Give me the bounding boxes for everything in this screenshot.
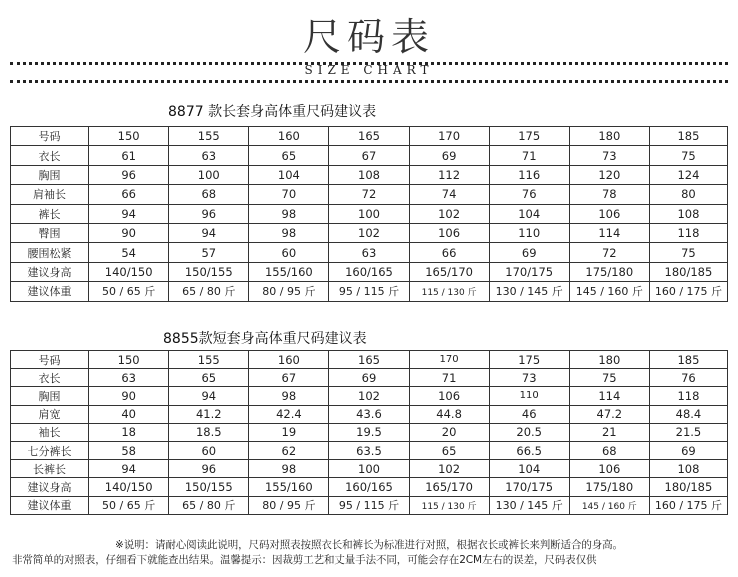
- table-cell: 80: [649, 185, 727, 204]
- table-cell: 94: [169, 387, 249, 405]
- table-cell: 155: [169, 127, 249, 146]
- table-row: [11, 351, 728, 369]
- table-cell: 180/185: [649, 478, 727, 496]
- table-row: [11, 204, 728, 223]
- table-row: [11, 423, 728, 441]
- table-cell: 115 / 130 斤: [409, 496, 489, 514]
- table-cell: 155/160: [249, 262, 329, 281]
- size-table-8855: [10, 350, 728, 515]
- table-cell: 98: [249, 460, 329, 478]
- table-cell: 175: [489, 351, 569, 369]
- table-cell: 106: [569, 204, 649, 223]
- table-cell: 160 / 175 斤: [649, 496, 727, 514]
- table-cell: 106: [409, 387, 489, 405]
- table-cell: 104: [489, 460, 569, 478]
- table-cell: 80 / 95 斤: [249, 496, 329, 514]
- table-cell: 170: [409, 127, 489, 146]
- table-cell: 100: [329, 460, 409, 478]
- table-cell: 48.4: [649, 405, 727, 423]
- table-cell: 63: [329, 243, 409, 262]
- table-cell: 68: [569, 441, 649, 459]
- table-cell: 150: [89, 351, 169, 369]
- table-cell: 175/180: [569, 262, 649, 281]
- table-cell: 175: [489, 127, 569, 146]
- table-cell: 180: [569, 351, 649, 369]
- table-cell: 96: [169, 204, 249, 223]
- table-cell: 46: [489, 405, 569, 423]
- row-label: 肩袖长: [11, 185, 89, 204]
- table-cell: 96: [169, 460, 249, 478]
- table-cell: 108: [649, 204, 727, 223]
- table-cell: 61: [89, 146, 169, 165]
- table-cell: 75: [569, 369, 649, 387]
- table-cell: 165/170: [409, 262, 489, 281]
- row-label: 胸围: [11, 165, 89, 184]
- table-row: [11, 496, 728, 514]
- table-cell: 65: [409, 441, 489, 459]
- table-cell: 65 / 80 斤: [169, 282, 249, 301]
- dotted-divider-bottom: [10, 80, 728, 83]
- row-label: 袖长: [11, 423, 89, 441]
- table-cell: 102: [409, 204, 489, 223]
- table-cell: 60: [249, 243, 329, 262]
- table-cell: 18: [89, 423, 169, 441]
- table-cell: 94: [169, 223, 249, 242]
- table-caption-8877: 8877 款长套身高体重尺码建议表: [168, 104, 377, 120]
- table-cell: 106: [569, 460, 649, 478]
- table-cell: 58: [89, 441, 169, 459]
- table-cell: 104: [249, 165, 329, 184]
- table-row: [11, 146, 728, 165]
- table-cell: 19.5: [329, 423, 409, 441]
- table-cell: 62: [249, 441, 329, 459]
- table-cell: 114: [569, 387, 649, 405]
- table-cell: 73: [489, 369, 569, 387]
- table-cell: 185: [649, 351, 727, 369]
- table-cell: 140/150: [89, 478, 169, 496]
- table-row: [11, 185, 728, 204]
- table-cell: 185: [649, 127, 727, 146]
- table-row: [11, 127, 728, 146]
- table-cell: 130 / 145 斤: [489, 282, 569, 301]
- row-label: 建议身高: [11, 262, 89, 281]
- table-cell: 78: [569, 185, 649, 204]
- table-cell: 108: [649, 460, 727, 478]
- table-row: [11, 262, 728, 281]
- table-row: [11, 223, 728, 242]
- row-label: 胸围: [11, 387, 89, 405]
- table-cell: 150/155: [169, 478, 249, 496]
- table-cell: 69: [649, 441, 727, 459]
- row-label: 肩宽: [11, 405, 89, 423]
- table-cell: 90: [89, 387, 169, 405]
- row-label: 衣长: [11, 369, 89, 387]
- table-cell: 40: [89, 405, 169, 423]
- table-cell: 90: [89, 223, 169, 242]
- table-cell: 130 / 145 斤: [489, 496, 569, 514]
- table-cell: 160: [249, 351, 329, 369]
- table-cell: 19: [249, 423, 329, 441]
- table-row: [11, 369, 728, 387]
- table-cell: 80 / 95 斤: [249, 282, 329, 301]
- table-cell: 120: [569, 165, 649, 184]
- table-row: [11, 243, 728, 262]
- table-cell: 118: [649, 387, 727, 405]
- table-cell: 180/185: [649, 262, 727, 281]
- table-cell: 71: [409, 369, 489, 387]
- table-cell: 73: [569, 146, 649, 165]
- page-title: 尺码表: [302, 15, 435, 59]
- table-cell: 114: [569, 223, 649, 242]
- table-cell: 74: [409, 185, 489, 204]
- table-cell: 155/160: [249, 478, 329, 496]
- note-line-2: 非常简单的对照表，仔细看下就能查出结果。温馨提示：因裁剪工艺和丈量手法不同，可能会存在2CM左右的误差，尺码表仅供: [12, 554, 597, 566]
- table-row: [11, 405, 728, 423]
- table-cell: 72: [329, 185, 409, 204]
- table-cell: 180: [569, 127, 649, 146]
- table-cell: 94: [89, 460, 169, 478]
- row-label: 建议身高: [11, 478, 89, 496]
- table-cell: 66: [89, 185, 169, 204]
- table-cell: 71: [489, 146, 569, 165]
- table-row: [11, 441, 728, 459]
- table-cell: 43.6: [329, 405, 409, 423]
- table-cell: 116: [489, 165, 569, 184]
- table-cell: 63: [169, 146, 249, 165]
- row-label: 七分裤长: [11, 441, 89, 459]
- row-label: 长裤长: [11, 460, 89, 478]
- table-cell: 160/165: [329, 478, 409, 496]
- table-cell: 76: [649, 369, 727, 387]
- table-cell: 100: [169, 165, 249, 184]
- table-cell: 100: [329, 204, 409, 223]
- table-cell: 155: [169, 351, 249, 369]
- table-cell: 63: [89, 369, 169, 387]
- table-row: [11, 460, 728, 478]
- table-cell: 170: [409, 351, 489, 369]
- table-cell: 75: [649, 146, 727, 165]
- table-cell: 50 / 65 斤: [89, 496, 169, 514]
- table-cell: 70: [249, 185, 329, 204]
- table-cell: 140/150: [89, 262, 169, 281]
- table-cell: 175/180: [569, 478, 649, 496]
- table-cell: 165: [329, 127, 409, 146]
- row-label: 裤长: [11, 204, 89, 223]
- table-cell: 98: [249, 204, 329, 223]
- table-cell: 65: [249, 146, 329, 165]
- table-cell: 94: [89, 204, 169, 223]
- table-cell: 110: [489, 223, 569, 242]
- table-cell: 69: [409, 146, 489, 165]
- table-cell: 57: [169, 243, 249, 262]
- table-cell: 102: [329, 387, 409, 405]
- table-row: [11, 165, 728, 184]
- table-cell: 160/165: [329, 262, 409, 281]
- row-label: 衣长: [11, 146, 89, 165]
- table-cell: 50 / 65 斤: [89, 282, 169, 301]
- table-cell: 170/175: [489, 262, 569, 281]
- table-caption-8855: 8855款短套身高体重尺码建议表: [163, 331, 367, 347]
- table-cell: 106: [409, 223, 489, 242]
- table-row: [11, 387, 728, 405]
- row-label: 建议体重: [11, 496, 89, 514]
- table-cell: 60: [169, 441, 249, 459]
- table-cell: 150/155: [169, 262, 249, 281]
- table-cell: 118: [649, 223, 727, 242]
- table-cell: 72: [569, 243, 649, 262]
- table-cell: 69: [329, 369, 409, 387]
- table-cell: 65 / 80 斤: [169, 496, 249, 514]
- table-cell: 160 / 175 斤: [649, 282, 727, 301]
- table-cell: 95 / 115 斤: [329, 282, 409, 301]
- table-cell: 67: [329, 146, 409, 165]
- table-cell: 42.4: [249, 405, 329, 423]
- page-subtitle: SIZE CHART: [304, 63, 434, 77]
- row-label: 臀围: [11, 223, 89, 242]
- table-cell: 21.5: [649, 423, 727, 441]
- title-block: [0, 0, 738, 90]
- table-cell: 95 / 115 斤: [329, 496, 409, 514]
- table-cell: 98: [249, 223, 329, 242]
- table-cell: 145 / 160 斤: [569, 282, 649, 301]
- table-cell: 76: [489, 185, 569, 204]
- table-cell: 41.2: [169, 405, 249, 423]
- table-cell: 165/170: [409, 478, 489, 496]
- table-cell: 102: [329, 223, 409, 242]
- table-cell: 20.5: [489, 423, 569, 441]
- table-cell: 75: [649, 243, 727, 262]
- table-cell: 18.5: [169, 423, 249, 441]
- table-cell: 150: [89, 127, 169, 146]
- table-cell: 108: [329, 165, 409, 184]
- table-cell: 124: [649, 165, 727, 184]
- table-cell: 54: [89, 243, 169, 262]
- row-label: 号码: [11, 351, 89, 369]
- row-label: 建议体重: [11, 282, 89, 301]
- table-cell: 102: [409, 460, 489, 478]
- table-cell: 67: [249, 369, 329, 387]
- table-cell: 170/175: [489, 478, 569, 496]
- table-cell: 96: [89, 165, 169, 184]
- table-cell: 165: [329, 351, 409, 369]
- table-cell: 66: [409, 243, 489, 262]
- table-cell: 110: [489, 387, 569, 405]
- table-row: [11, 282, 728, 301]
- table-cell: 21: [569, 423, 649, 441]
- row-label: 号码: [11, 127, 89, 146]
- table-cell: 98: [249, 387, 329, 405]
- table-cell: 69: [489, 243, 569, 262]
- table-cell: 65: [169, 369, 249, 387]
- table-row: [11, 478, 728, 496]
- size-table-8877: [10, 126, 728, 302]
- table-cell: 112: [409, 165, 489, 184]
- table-cell: 63.5: [329, 441, 409, 459]
- table-cell: 20: [409, 423, 489, 441]
- table-cell: 47.2: [569, 405, 649, 423]
- table-cell: 66.5: [489, 441, 569, 459]
- table-cell: 68: [169, 185, 249, 204]
- row-label: 腰围松紧: [11, 243, 89, 262]
- note-line-1: ※说明：请耐心阅读此说明，尺码对照表按照衣长和裤长为标准进行对照，根据衣长或裤长来判断适合的身高。: [115, 539, 623, 551]
- table-cell: 104: [489, 204, 569, 223]
- table-cell: 44.8: [409, 405, 489, 423]
- table-cell: 145 / 160 斤: [569, 496, 649, 514]
- table-cell: 160: [249, 127, 329, 146]
- table-cell: 115 / 130 斤: [409, 282, 489, 301]
